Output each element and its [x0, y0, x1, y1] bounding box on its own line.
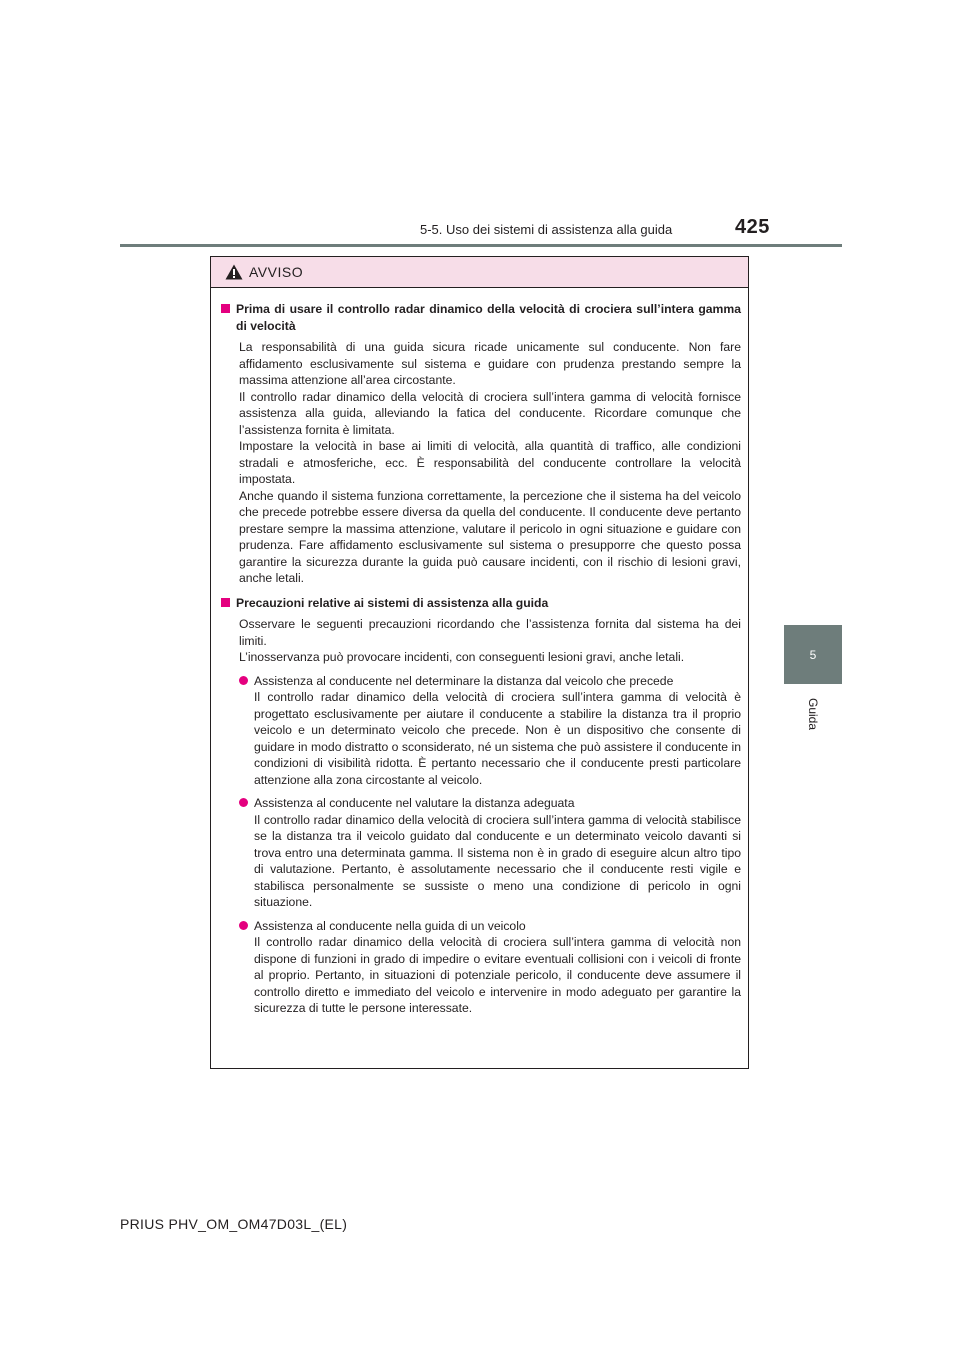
list-item	[239, 673, 741, 789]
bullet-title: Assistenza al conducente nella guida di un veicolo	[254, 918, 526, 933]
bullet-text: Il controllo radar dinamico della velocità di crociera sull’intera gamma di velocità è progettato esclusivamente per aiutare il conducente a stabilire la distanza tra il proprio veicolo e un determinato veicolo che precede. Non è un dispositivo che consente di guidare in modo distratto o sconsiderato, né un sistema che può assistere il conducente in condizioni di visibilità ridotta. È pertanto necessario che il conducente presti particolare attenzione alla zona circostante al veicolo.	[254, 690, 741, 787]
warning-title: AVVISO	[249, 264, 304, 280]
paragraph: Osservare le seguenti precauzioni ricordando che l’assistenza fornita dal sistema ha dei limiti.	[239, 617, 741, 648]
square-bullet-icon	[221, 304, 230, 313]
header-rule	[120, 244, 842, 247]
bullet-title: Assistenza al conducente nel valutare la distanza adeguata	[254, 796, 575, 810]
warning-box	[210, 256, 749, 1069]
chapter-label	[784, 684, 842, 744]
section-heading	[221, 301, 741, 334]
section-heading-text: Prima di usare il controllo radar dinamico della velocità di crociera sull’intera gamma di velocità	[236, 302, 741, 333]
section-heading	[221, 595, 741, 612]
bullet-text: Il controllo radar dinamico della velocità di crociera sull’intera gamma di velocità stabilisce se la distanza tra il veicolo guidato dal conducente e un determinato veicolo davanti si trova entro una determinata gamma. Il sistema non è in grado di eseguire alcun altro tipo di valutazione. Pertanto, è assolutamente necessario che il conducente resti vigile e stabilisca personalmente se sussiste o meno una condizione di pericolo in ogni situazione.	[254, 812, 741, 909]
circle-bullet-icon	[239, 798, 248, 807]
section-paragraphs	[239, 339, 741, 587]
chapter-tab[interactable]	[784, 625, 842, 684]
circle-bullet-icon	[239, 676, 248, 685]
list-item	[239, 918, 741, 1017]
paragraph: Anche quando il sistema funziona correttamente, la percezione che il sistema ha del veicolo che precede potrebbe essere diversa da quella del conducente. Il conducente deve pertanto prestare sempre la massima attenzione, valutare il pericolo in ogni situazione e guidare con prudenza. Fare affidamento esclusivamente sul sistema o presupporre che questo possa garantire la sicurezza durante la guida può causare incidenti, con il rischio di lesioni gravi, anche letali.	[239, 488, 741, 585]
chapter-number: 5	[809, 647, 817, 662]
page-number: 425	[735, 216, 770, 238]
chapter-label-text: Guida	[806, 697, 820, 731]
section-paragraphs	[239, 616, 741, 666]
document-code: PRIUS PHV_OM_OM47D03L_(EL)	[120, 1216, 348, 1232]
bullet-text: Il controllo radar dinamico della velocità di crociera sull’intera gamma di velocità non dispone di funzioni in grado di impedire o evitare eventuali collisioni con i veicoli di fronte al proprio. Pertanto, in situazioni di potenziale pericolo, il conducente deve assumere il controllo diretto e immediato del veicolo e intervenire in modo adeguato per garantire la sicurezza di tutte le persone interessate.	[254, 935, 741, 1015]
circle-bullet-icon	[239, 921, 248, 930]
warning-triangle-icon	[225, 264, 243, 280]
bullet-title: Assistenza al conducente nel determinare la distanza dal veicolo che precede	[254, 673, 674, 688]
section-heading-text: Precauzioni relative ai sistemi di assistenza alla guida	[236, 595, 549, 610]
paragraph: Impostare la velocità in base ai limiti di velocità, alla quantità di traffico, alle condizioni stradali e atmosferiche, ecc. È responsabilità del conducente controllare la velocità impostata.	[239, 439, 741, 486]
paragraph: Il controllo radar dinamico della velocità di crociera sull’intera gamma di velocità fornisce assistenza alla guida, alleviando la fatica del conducente. Ricordare comunque che l’assistenza fornita è limitata.	[239, 389, 741, 437]
warning-header	[211, 257, 748, 288]
square-bullet-icon	[221, 598, 230, 607]
paragraph: L’inosservanza può provocare incidenti, con conseguenti lesioni gravi, anche letali.	[239, 650, 685, 664]
section-title: 5-5. Uso dei sistemi di assistenza alla guida	[420, 222, 673, 237]
list-item	[239, 795, 741, 911]
paragraph: La responsabilità di una guida sicura ricade unicamente sul conducente. Non fare affidamento esclusivamente sul sistema e guidare con prudenza prestando sempre la massima attenzione all’area circostante.	[239, 340, 741, 387]
warning-body	[211, 288, 748, 1017]
